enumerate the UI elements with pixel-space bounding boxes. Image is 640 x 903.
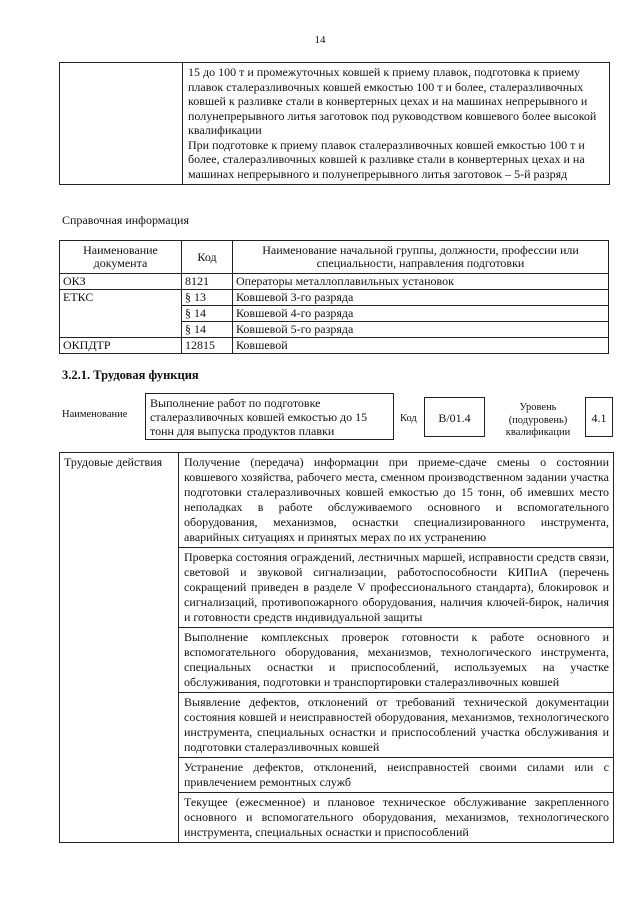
continuation-text <box>183 63 610 185</box>
table-row <box>60 338 609 354</box>
labor-action-item: Устранение дефектов, отклонений, неисправностей своими силами или с привлечением ремонтных служб <box>179 758 614 793</box>
section-title: 3.2.1. Трудовая функция <box>62 368 199 382</box>
continuation-table <box>59 62 610 185</box>
continuation-text-2: При подготовке к приему плавок сталеразливочных ковшей емкостью 100 т и более, сталеразливочных ковшей к разливке стали в конвертерных цехах и на машинах непрерывного и полунепрерывного литья заготовок – 5-й разряд <box>188 137 585 181</box>
continuation-text-1: 15 до 100 т и промежуточных ковшей к приему плавок, подготовка к приему плавок сталеразливочных ковшей емкостью 100 т и более, сталеразливочных ковшей к разливке стали в конвертерных цехах и на машинах непрерывного и полунепрерывного литья заготовок под руководством ковшевого более высокой квалификации <box>188 65 597 137</box>
ref-code: § 14 <box>182 306 233 322</box>
function-name: Выполнение работ по подготовке сталеразливочных ковшей емкостью до 15 тонн для выпуска продуктов плавки <box>145 393 394 440</box>
labor-action-item: Получение (передача) информации при приеме-сдаче смены о состоянии ковшевого хозяйства, рабочего места, сменном производственном задании участка подготовки сталеразливочных ковшей емкостью до 15 тонн, об имевших место неполадках в работе обслуживаемого основного и вспомогательного оборудования, механизмов, оснастки специализированного инструмента, аварийных ситуациях и принятых мерах по их устранению <box>179 453 614 548</box>
level-label <box>500 402 576 440</box>
labor-action-item: Проверка состояния ограждений, лестничных маршей, исправности средств связи, световой и звуковой сигнализации, работоспособности КИПиА (перечень сокращений приведен в разделе V профессионального стандарта), блокировок и сигнализаций, противопожарного оборудования, наличия ключей-бирок, наличия и готовности средств индивидуальной защиты <box>179 548 614 628</box>
function-code: В/01.4 <box>424 397 485 437</box>
level-label-line-1: Уровень <box>519 402 557 413</box>
ref-name: Ковшевой <box>233 338 609 354</box>
ref-doc: ЕТКС <box>60 290 182 338</box>
table-row <box>60 453 614 548</box>
ref-name: Ковшевой 3-го разряда <box>233 290 609 306</box>
labor-action-item: Выполнение комплексных проверок готовности к работе основного и вспомогательного оборудования, механизмов, технологического инструмента, специальных оснастки и приспособлений, используемых на участке обслуживания, подготовки и транспортировки сталеразливочных ковшей <box>179 628 614 693</box>
ref-code: 8121 <box>182 274 233 290</box>
table-row <box>60 290 609 306</box>
table-row <box>60 274 609 290</box>
level-label-line-3: квалификации <box>505 427 571 438</box>
name-label: Наименование <box>62 409 128 420</box>
ref-header-code: Код <box>182 241 233 274</box>
ref-doc: ОКПДТР <box>60 338 182 354</box>
ref-header-doc: Наименование документа <box>60 241 182 274</box>
ref-name: Ковшевой 5-го разряда <box>233 322 609 338</box>
ref-name: Операторы металлоплавильных установок <box>233 274 609 290</box>
page-number: 14 <box>314 34 326 46</box>
empty-cell <box>60 63 183 185</box>
ref-header-name: Наименование начальной группы, должности, профессии или специальности, направления подготовки <box>233 241 609 274</box>
ref-code: § 14 <box>182 322 233 338</box>
labor-action-item: Выявление дефектов, отклонений от требований технической документации состояния ковшей и неисправностей оборудования, механизмов, технологического инструмента, специальных оснастки и приспособлений участка обслуживания и подготовки сталеразливочных ковшей <box>179 693 614 758</box>
ref-doc: ОКЗ <box>60 274 182 290</box>
level-label-line-2: (подуровень) <box>508 414 568 426</box>
ref-name: Ковшевой 4-го разряда <box>233 306 609 322</box>
labor-actions-table <box>59 452 614 843</box>
code-label: Код <box>400 413 417 424</box>
reference-title: Справочная информация <box>62 213 189 227</box>
qualification-level: 4.1 <box>585 397 613 437</box>
ref-code: § 13 <box>182 290 233 306</box>
labor-actions-label: Трудовые действия <box>60 453 179 843</box>
ref-code: 12815 <box>182 338 233 354</box>
reference-table <box>59 240 609 354</box>
labor-action-item: Текущее (ежесменное) и плановое техническое обслуживание закрепленного основного и вспомогательного оборудования, механизмов, технологического инструмента, специальных оснастки и приспособлений <box>179 793 614 843</box>
